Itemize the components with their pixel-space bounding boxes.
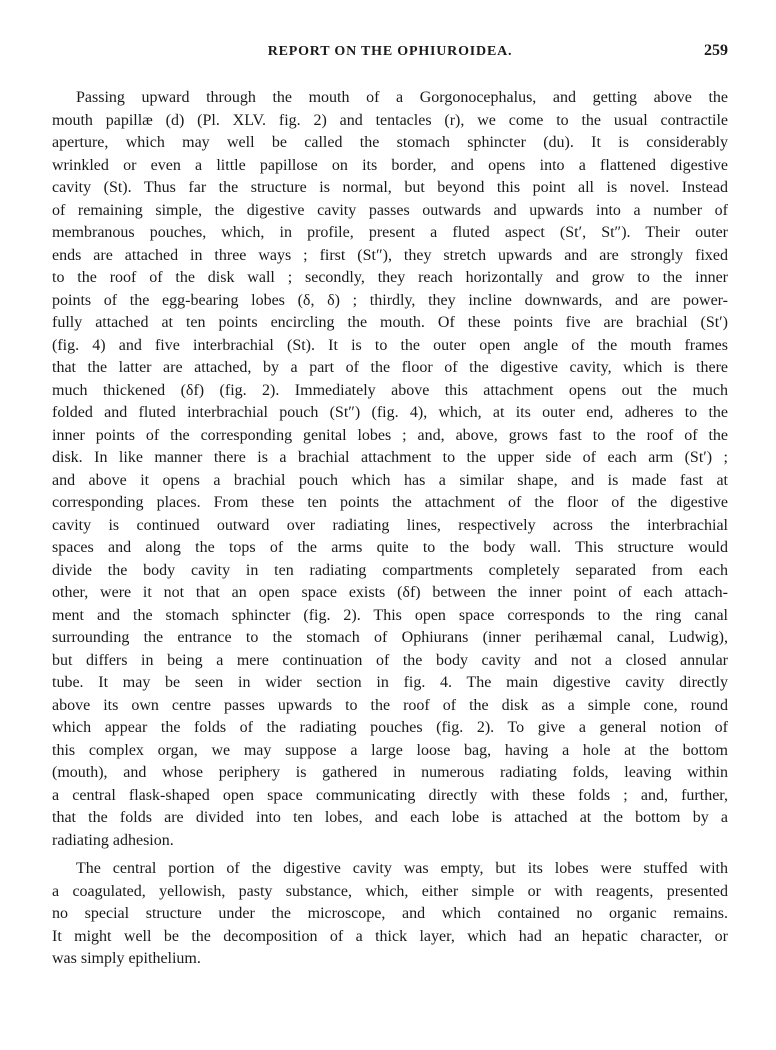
text-line: of remaining simple, the digestive cavity passes outwards and upwards into a number of	[52, 201, 728, 219]
text-line: spaces and along the tops of the arms quite to the body wall. This structure would	[52, 539, 728, 556]
text-line: ment and the stomach sphincter (fig. 2). This open space corresponds to the ring canal	[52, 606, 728, 624]
text-line: which appear the folds of the radiating pouches (fig. 2). To give a general notion of	[52, 719, 728, 736]
text-line: above its own centre passes upwards to the roof of the disk as a simple cone, round	[52, 696, 728, 714]
text-line: ends are attached in three ways ; first (St″), they stretch upwards and are strongly fixed	[52, 246, 728, 264]
text-line: points of the egg-bearing lobes (δ, δ) ; thirdly, they incline downwards, and are power-	[52, 291, 728, 309]
running-title: REPORT ON THE OPHIUROIDEA.	[267, 44, 513, 59]
text-line: tube. It may be seen in wider section in fig. 4. The main digestive cavity directly	[52, 674, 728, 691]
text-line: and above it opens a brachial pouch which has a similar shape, and is made fast at	[52, 471, 728, 489]
text-line: folded and fluted interbrachial pouch (St″) (fig. 4), which, at its outer end, adheres to the	[52, 404, 728, 421]
text-line: this complex organ, we may suppose a large loose bag, having a hole at the bottom	[52, 741, 728, 759]
text-line: It might well be the decomposition of a thick layer, which had an hepatic character, or	[52, 927, 728, 945]
text-line: that the latter are attached, by a part of the floor of the digestive cavity, which is there	[52, 359, 728, 376]
text-line: no special structure under the microscope, and which contained no organic remains.	[52, 905, 728, 922]
text-line: (mouth), and whose periphery is gathered in numerous radiating folds, leaving within	[52, 764, 728, 781]
text-line: surrounding the entrance to the stomach of Ophiurans (inner perihæmal canal, Ludwig),	[52, 629, 728, 646]
text-line: wrinkled or even a little papillose on its border, and opens into a flattened digestive	[52, 156, 728, 174]
text-line: aperture, which may well be called the stomach sphincter (du). It is considerably	[52, 134, 728, 151]
page-number: 259	[704, 42, 728, 59]
text-line: was simply epithelium.	[52, 950, 201, 967]
text-line: inner points of the corresponding genital lobes ; and, above, grows fast to the roof of the	[52, 426, 728, 444]
text-line: radiating adhesion.	[52, 831, 174, 849]
text-line: membranous pouches, which, in profile, present a fluted aspect (St′, St″). Their outer	[52, 224, 728, 241]
text-line: disk. In like manner there is a brachial attachment to the upper side of each arm (St′) ;	[52, 449, 728, 466]
text-line: corresponding places. From these ten points the attachment of the floor of the digestive	[52, 494, 728, 511]
text-line: but differs in being a mere continuation of the body cavity and not a closed annular	[52, 651, 728, 669]
text-line: cavity (St). Thus far the structure is normal, but beyond this point all is novel. Instead	[52, 179, 728, 196]
text-line: cavity is continued outward over radiating lines, respectively across the interbrachial	[52, 516, 728, 534]
text-line: that the folds are divided into ten lobes, and each lobe is attached at the bottom by a	[52, 809, 728, 826]
text-line: Passing upward through the mouth of a Gorgonocephalus, and getting above the	[76, 89, 728, 106]
text-line: mouth papillæ (d) (Pl. XLV. fig. 2) and tentacles (r), we come to the usual contractile	[52, 111, 728, 129]
text-line: a central flask-shaped open space communicating directly with these folds ; and, further,	[52, 786, 728, 804]
text-line: (fig. 4) and five interbrachial (St). It is to the outer open angle of the mouth frames	[52, 336, 728, 354]
paragraph-1	[52, 87, 728, 852]
text-line: other, were it not that an open space exists (δf) between the inner point of each attach-	[52, 584, 728, 601]
text-line: much thickened (δf) (fig. 2). Immediately above this attachment opens out the much	[52, 381, 728, 399]
text-line: divide the body cavity in ten radiating compartments completely separated from each	[52, 561, 728, 579]
text-line: to the roof of the disk wall ; secondly, they reach horizontally and grow to the inner	[52, 269, 728, 286]
body-text	[52, 87, 728, 971]
text-line: fully attached at ten points encircling the mouth. Of these points five are brachial (St′)	[52, 314, 728, 331]
page-header	[52, 44, 728, 66]
text-line: a coagulated, yellowish, pasty substance, which, either simple or with reagents, presented	[52, 882, 728, 900]
paragraph-2	[52, 858, 728, 971]
text-line: The central portion of the digestive cavity was empty, but its lobes were stuffed with	[76, 860, 728, 877]
